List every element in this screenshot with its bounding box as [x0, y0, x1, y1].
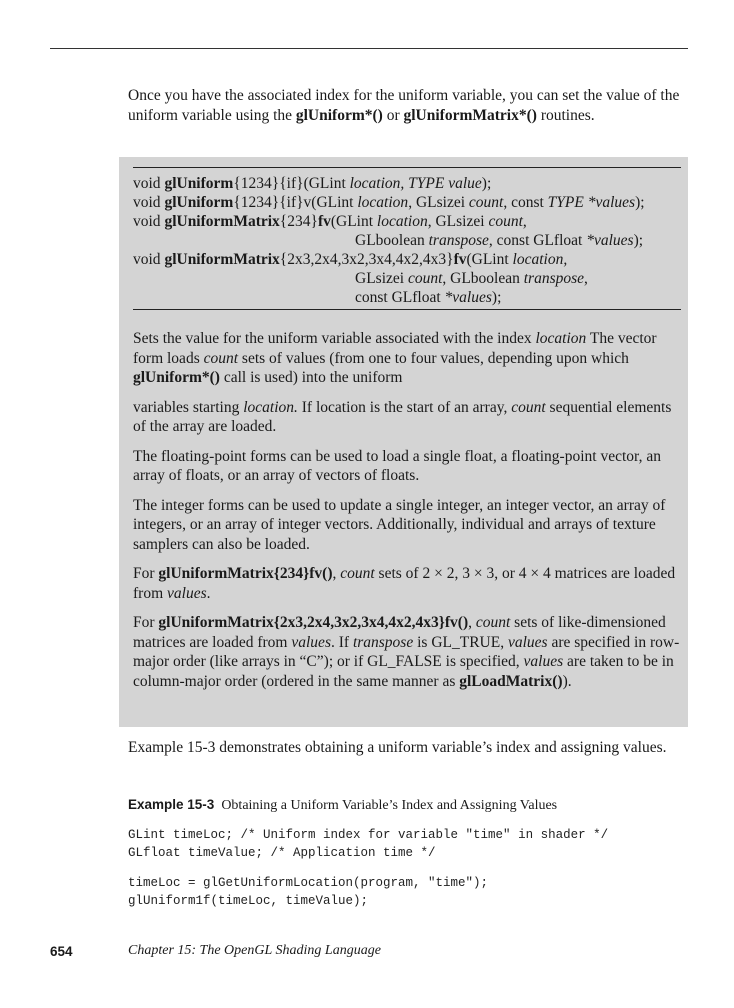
description-paragraph: For glUniformMatrix{234}fv(), count sets of 2 × 2, 3 × 3, or 4 × 4 matrices are loaded from values. [133, 565, 676, 602]
description-paragraph: The integer forms can be used to update a single integer, an integer vector, an array of integers, or an array of integer vectors. Additionally, individual and arrays of texture samplers can also be loaded. [133, 496, 666, 553]
prototype-continuation-line: GLboolean transpose, const GLfloat *values); [355, 232, 644, 249]
example-label: Example 15-3 [128, 797, 215, 812]
prototype-continuation-line: const GLfloat *values); [355, 289, 502, 306]
description-paragraph: Sets the value for the uniform variable associated with the index location The vector form loads count sets of values (from one to four values, depending upon which glUniform*() call is used) into the uniform [133, 330, 657, 386]
function-description [133, 329, 685, 701]
prototype-continuation-line: GLsizei count, GLboolean transpose, [355, 270, 588, 287]
prototype-line: void glUniformMatrix{234}fv(GLint location, GLsizei count, [133, 213, 527, 230]
description-paragraph: variables starting location. If location is the start of an array, count sequential elements of the array are loaded. [133, 398, 672, 435]
body-paragraph: Example 15-3 demonstrates obtaining a uniform variable’s index and assigning values. [128, 739, 667, 756]
description-paragraph: For glUniformMatrix{2x3,2x4,3x2,3x4,4x2,4x3}fv(), count sets of like-dimensioned matrices are loaded from values. If transpose is GL_TRUE, values are specified in row-major order (like arrays in “C”); or if GL_FALSE is specified, values are taken to be in column-major order (ordered in the same manner as glLoadMatrix()). [133, 614, 680, 690]
function-prototypes [133, 167, 681, 310]
intro-paragraph: Once you have the associated index for the uniform variable, you can set the value of the uniform variable using the glUniform*() or glUniformMatrix*() routines. [128, 87, 680, 124]
prototype-line: void glUniformMatrix{2x3,2x4,3x2,3x4,4x2,4x3}fv(GLint location, [133, 251, 568, 268]
code-line: GLfloat timeValue; /* Application time */ [128, 846, 436, 860]
running-head: Chapter 15: The OpenGL Shading Language [128, 943, 381, 958]
prototype-line: void glUniform{1234}{if}v(GLint location, GLsizei count, const TYPE *values); [133, 194, 645, 211]
example-caption [128, 797, 557, 814]
page-number: 654 [50, 944, 73, 959]
top-rule [50, 48, 688, 49]
code-line: glUniform1f(timeLoc, timeValue); [128, 894, 369, 908]
code-line: GLint timeLoc; /* Uniform index for variable "time" in shader */ [128, 828, 609, 842]
example-title: Obtaining a Uniform Variable’s Index and Assigning Values [221, 798, 558, 813]
description-paragraph: The floating-point forms can be used to load a single float, a floating-point vector, an array of floats, or an array of vectors of floats. [133, 447, 661, 484]
code-line: timeLoc = glGetUniformLocation(program, "time"); [128, 876, 489, 890]
prototype-line: void glUniform{1234}{if}(GLint location, TYPE value); [133, 175, 492, 192]
function-reference-box [119, 157, 688, 727]
code-listing [128, 826, 608, 910]
